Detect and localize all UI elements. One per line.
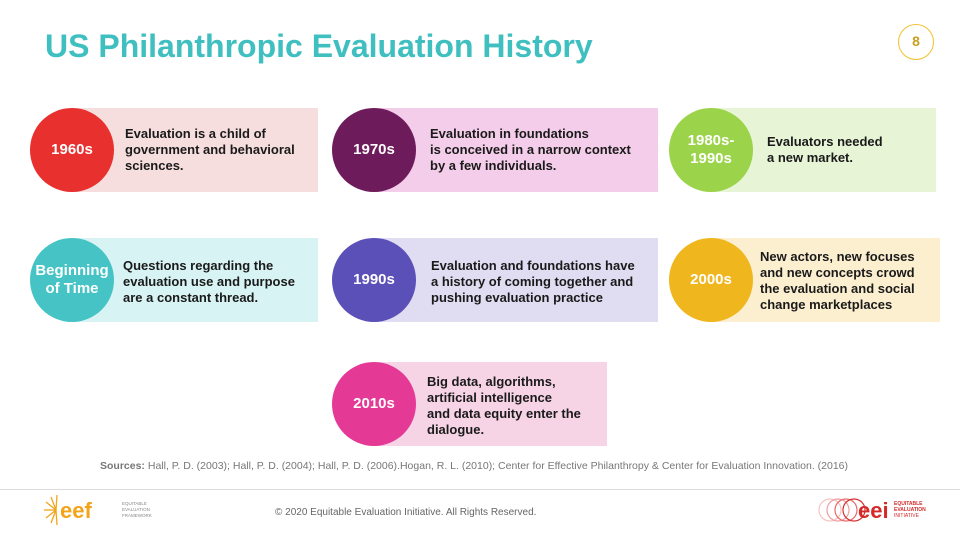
timeline-card-1960s	[30, 108, 318, 192]
svg-text:eei: eei	[858, 498, 889, 523]
copyright-notice: © 2020 Equitable Evaluation Initiative. All Rights Reserved.	[275, 507, 537, 518]
era-circle: 1990s	[332, 238, 416, 322]
sunburst-icon	[44, 495, 57, 525]
card-description: Evaluation in foundations is conceived in a narrow context by a few individuals.	[430, 126, 631, 173]
era-circle: 1960s	[30, 108, 114, 192]
card-description: Big data, algorithms, artificial intelligence and data equity enter the dialogue.	[427, 374, 581, 437]
card-description: Evaluators needed a new market.	[767, 134, 883, 165]
sources-label: Sources:	[100, 460, 145, 472]
era-circle: 2000s	[669, 238, 753, 322]
era-circle: Beginning of Time	[30, 238, 114, 322]
page-number: 8	[898, 24, 934, 60]
svg-text:FRAMEWORK: FRAMEWORK	[122, 513, 152, 518]
eei-logo	[818, 492, 938, 528]
svg-text:eef: eef	[60, 498, 92, 523]
card-description: New actors, new focuses and new concepts crowd the evaluation and social change marketplaces	[760, 249, 915, 312]
timeline-card-1990s	[332, 238, 658, 322]
timeline-card-1970s	[332, 108, 658, 192]
footer-divider	[0, 489, 960, 490]
timeline-card-2010s	[332, 362, 607, 446]
card-description: Questions regarding the evaluation use and purpose are a constant thread.	[123, 258, 295, 305]
timeline-card-1980s-1990s	[669, 108, 936, 192]
era-circle: 2010s	[332, 362, 416, 446]
svg-text:EQUITABLE: EQUITABLE	[122, 501, 147, 506]
timeline-card-2000s	[669, 238, 940, 322]
card-description: Evaluation and foundations have a history of coming together and pushing evaluation practice	[431, 258, 635, 305]
era-circle: 1970s	[332, 108, 416, 192]
eef-logo	[42, 492, 162, 528]
svg-text:EVALUATION: EVALUATION	[894, 507, 926, 513]
svg-text:INITIATIVE: INITIATIVE	[894, 513, 919, 519]
svg-text:EQUITABLE: EQUITABLE	[894, 501, 923, 507]
timeline-card-beginning-of-time	[30, 238, 318, 322]
svg-text:EVALUATION: EVALUATION	[122, 507, 150, 512]
sources-citation	[100, 460, 848, 472]
sources-text: Hall, P. D. (2003); Hall, P. D. (2004); Hall, P. D. (2006).Hogan, R. L. (2010); Center for Effective Philanthropy & Center for Evaluation Innovation. (2016)	[144, 460, 849, 472]
page-title: US Philanthropic Evaluation History	[45, 28, 593, 64]
era-circle: 1980s- 1990s	[669, 108, 753, 192]
card-description: Evaluation is a child of government and behavioral sciences.	[125, 126, 295, 173]
